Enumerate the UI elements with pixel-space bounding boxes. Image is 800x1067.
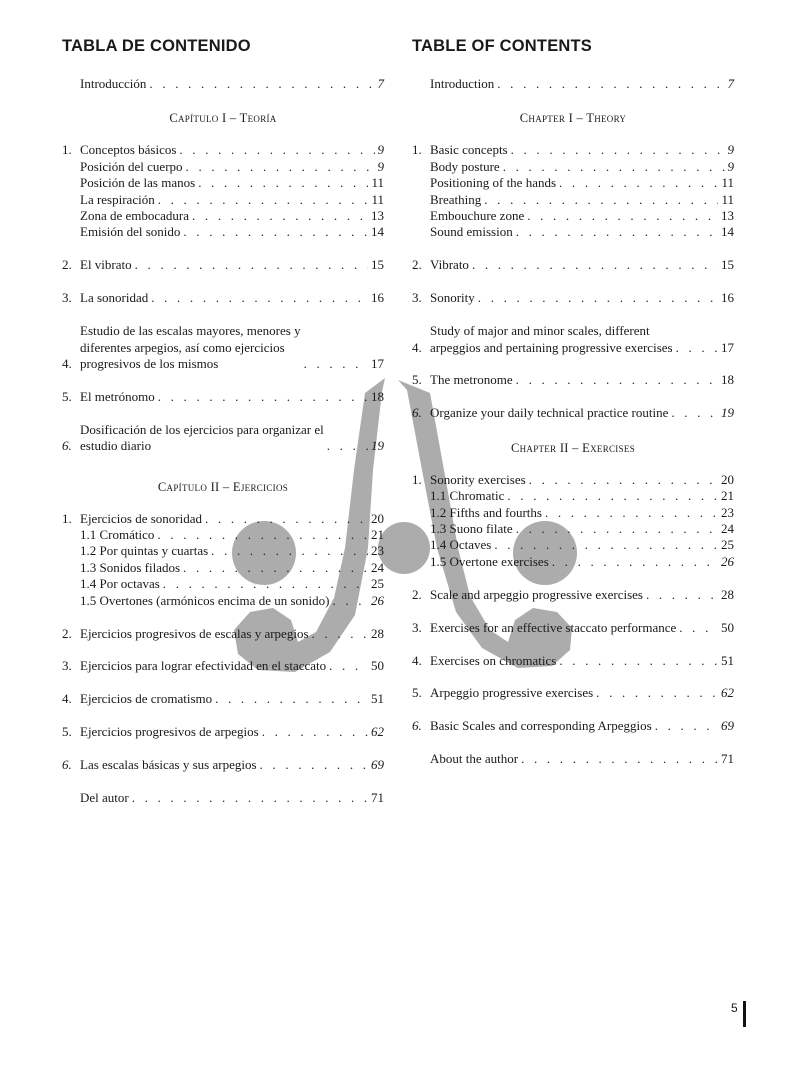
- toc-entry-title: 1.1 Cromático: [80, 527, 155, 542]
- toc-entry-number: 3.: [412, 290, 422, 306]
- toc-entry-title: Embouchure zone: [430, 208, 525, 224]
- dot-leader: [516, 224, 718, 240]
- dot-leader: [158, 192, 369, 208]
- toc-entry[interactable]: [412, 751, 734, 767]
- toc-entry-page: 69: [371, 757, 384, 773]
- dot-leader: [163, 576, 368, 592]
- dot-leader: [596, 685, 718, 701]
- toc-entry[interactable]: [62, 724, 384, 740]
- toc-entry-title: Breathing: [430, 191, 482, 207]
- toc-entry-title: La sonoridad: [80, 290, 149, 306]
- toc-entry[interactable]: [412, 537, 734, 553]
- toc-entry-number: 1.: [62, 142, 72, 158]
- toc-entry-number: 6.: [412, 405, 422, 421]
- toc-entry-title: 1.3 Sonidos filados: [80, 559, 181, 575]
- toc-entry-page: 23: [721, 504, 734, 520]
- toc-entry-title: Ejercicios de sonoridad: [80, 510, 203, 526]
- dot-leader: [157, 527, 368, 543]
- toc-entry[interactable]: [412, 505, 734, 521]
- dot-leader: [545, 505, 718, 521]
- toc-entry-page: 51: [371, 691, 384, 707]
- toc-entry-title: 1.4 Octaves: [430, 537, 492, 553]
- toc-entry[interactable]: [62, 576, 384, 592]
- toc-entry[interactable]: [62, 422, 384, 455]
- toc-entry[interactable]: [62, 290, 384, 306]
- toc-entry-page: 13: [721, 208, 734, 224]
- dot-leader: [478, 290, 718, 306]
- dot-leader: [186, 159, 375, 175]
- toc-entry-page: 9: [727, 158, 734, 174]
- toc-entry-number: 3.: [62, 290, 72, 306]
- toc-entry[interactable]: [412, 175, 734, 191]
- spanish-chapter-1-list: [62, 142, 384, 454]
- dot-leader: [516, 521, 718, 537]
- english-toc-title: TABLE OF CONTENTS: [412, 37, 593, 55]
- toc-entry-title: 1.2 Fifths and fourths: [430, 504, 542, 520]
- dot-leader: [192, 208, 368, 224]
- toc-entry-title: La respiración: [80, 191, 155, 207]
- toc-entry[interactable]: [62, 389, 384, 405]
- toc-entry-page: 71: [371, 790, 384, 806]
- toc-entry-page: 13: [371, 208, 384, 224]
- toc-entry[interactable]: [62, 159, 384, 175]
- toc-entry[interactable]: [62, 511, 384, 527]
- toc-entry-number: 4.: [62, 691, 72, 707]
- toc-entry-title: 1.3 Suono filate: [430, 521, 513, 536]
- toc-entry-page: 51: [721, 652, 734, 668]
- english-chapter-2-heading: Chapter II – Exercises: [510, 440, 636, 455]
- toc-entry-page: 18: [371, 388, 384, 404]
- dot-leader: [671, 405, 718, 421]
- toc-entry-page: 9: [727, 142, 734, 158]
- toc-entry-page: 62: [371, 724, 384, 740]
- toc-entry-page: 26: [371, 592, 384, 608]
- toc-entry-title: Basic Scales and corresponding Arpeggios: [430, 718, 652, 734]
- dot-leader: [472, 257, 718, 273]
- toc-entry-page: 20: [371, 510, 384, 526]
- toc-entry[interactable]: [412, 224, 734, 240]
- toc-entry-page: 11: [721, 175, 734, 191]
- toc-entry-number: 4.: [62, 355, 72, 371]
- toc-entry[interactable]: [412, 405, 734, 421]
- toc-entry[interactable]: [412, 488, 734, 504]
- toc-entry[interactable]: [62, 626, 384, 642]
- toc-entry[interactable]: [412, 192, 734, 208]
- toc-entry-title: Estudio de las escalas mayores, menores y diferentes arpegios, así como ejercicios progresivos de los mismos: [80, 323, 301, 371]
- toc-entry-number: 2.: [62, 257, 72, 273]
- dot-leader: [559, 653, 718, 669]
- toc-entry-number: 2.: [412, 586, 422, 602]
- toc-entry-title: Study of major and minor scales, different arpeggios and pertaining progressive exercises: [430, 323, 673, 355]
- toc-entry-number: 5.: [412, 372, 422, 388]
- toc-entry-title: Ejercicios progresivos de arpegios: [80, 724, 259, 740]
- toc-entry-number: 3.: [412, 619, 422, 635]
- toc-entry-page: 19: [721, 405, 734, 421]
- toc-entry-title: Organize your daily technical practice routine: [430, 405, 669, 421]
- dot-leader: [211, 543, 368, 559]
- dot-leader: [327, 438, 368, 454]
- english-introduction-entry[interactable]: [412, 76, 734, 92]
- toc-entry-title: Introducción: [80, 76, 147, 91]
- toc-entry-number: 4.: [412, 339, 422, 355]
- toc-entry-title: Ejercicios para lograr efectividad en el staccato: [80, 658, 327, 674]
- dot-leader: [516, 372, 718, 388]
- toc-entry-title: 1.2 Por quintas y cuartas: [80, 543, 209, 559]
- toc-entry-title: Ejercicios progresivos de escalas y arpegios: [80, 625, 309, 641]
- toc-entry[interactable]: [62, 543, 384, 559]
- toc-entry-number: 6.: [62, 757, 72, 773]
- toc-entry-page: 21: [721, 488, 734, 504]
- toc-entry[interactable]: [412, 653, 734, 669]
- toc-entry-title: Dosificación de los ejercicios para organizar el estudio diario: [80, 421, 324, 454]
- toc-entry[interactable]: [412, 290, 734, 306]
- toc-entry-page: 9: [377, 142, 384, 158]
- toc-entry-title: Posición del cuerpo: [80, 158, 183, 174]
- page-number: 5: [731, 1001, 738, 1015]
- toc-entry-title: Exercises on chromatics: [430, 652, 557, 668]
- dot-leader: [507, 488, 718, 504]
- toc-entry[interactable]: [62, 323, 384, 372]
- toc-entry-page: 28: [371, 625, 384, 641]
- toc-entry-page: 26: [721, 553, 734, 569]
- toc-entry-page: 24: [721, 521, 734, 536]
- dot-leader: [135, 257, 368, 273]
- toc-entry[interactable]: [412, 718, 734, 734]
- toc-entry[interactable]: [62, 757, 384, 773]
- dot-leader: [304, 356, 368, 372]
- toc-entry[interactable]: [62, 658, 384, 674]
- dot-leader: [503, 159, 725, 175]
- toc-entry-page: 50: [721, 619, 734, 635]
- toc-entry-number: 6.: [412, 718, 422, 734]
- toc-entry-title: Posición de las manos: [80, 175, 196, 191]
- toc-entry-number: 4.: [412, 652, 422, 668]
- toc-entry-title: Emisión del sonido: [80, 224, 181, 240]
- toc-entry-title: Scale and arpeggio progressive exercises: [430, 586, 643, 602]
- toc-entry-page: 21: [371, 527, 384, 542]
- toc-entry-title: The metronome: [430, 372, 513, 388]
- spanish-chapter-2-list: [62, 511, 384, 807]
- toc-entry-page: 11: [721, 191, 734, 207]
- page-number-bar: [743, 1001, 746, 1027]
- english-chapter-1-list: [412, 142, 734, 421]
- dot-leader: [158, 389, 368, 405]
- dot-leader: [183, 224, 368, 240]
- dot-leader: [484, 192, 718, 208]
- toc-entry[interactable]: [412, 521, 734, 537]
- spanish-chapter-2-heading: Capítulo II – Ejercicios: [157, 479, 289, 494]
- toc-entry-number: 2.: [62, 625, 72, 641]
- toc-entry[interactable]: [412, 587, 734, 603]
- toc-entry-title: Del autor: [80, 790, 129, 806]
- toc-entry-title: Basic concepts: [430, 142, 508, 158]
- toc-entry[interactable]: [412, 472, 734, 488]
- toc-entry-title: Positioning of the hands: [430, 175, 557, 191]
- toc-entry-page: 9: [377, 158, 384, 174]
- toc-entry-page: 16: [371, 290, 384, 306]
- dot-leader: [132, 790, 368, 806]
- toc-entry[interactable]: [62, 593, 384, 609]
- dot-leader: [527, 208, 718, 224]
- toc-entry[interactable]: [62, 527, 384, 543]
- toc-entry[interactable]: [62, 691, 384, 707]
- dot-leader: [205, 511, 368, 527]
- toc-entry-number: 1.: [412, 471, 422, 487]
- dot-leader: [260, 757, 368, 773]
- toc-entry-page: 11: [371, 175, 384, 191]
- toc-entry-page: 11: [371, 191, 384, 207]
- toc-entry-page: 7: [377, 76, 384, 91]
- dot-leader: [676, 340, 718, 356]
- toc-entry-number: 5.: [62, 724, 72, 740]
- toc-entry-number: 3.: [62, 658, 72, 674]
- toc-entry-title: Arpeggio progressive exercises: [430, 685, 594, 701]
- english-toc-column: [412, 36, 734, 768]
- dot-leader: [198, 175, 368, 191]
- toc-entry-page: 14: [371, 224, 384, 240]
- toc-entry-page: 15: [721, 257, 734, 273]
- toc-entry-page: 50: [371, 658, 384, 674]
- toc-entry-page: 7: [727, 76, 734, 91]
- toc-entry[interactable]: [62, 142, 384, 158]
- dot-leader: [183, 560, 368, 576]
- toc-entry-page: 24: [371, 559, 384, 575]
- spanish-chapter-1-heading: Capítulo I – Teoría: [169, 111, 277, 126]
- toc-entry-title: Zona de embocadura: [80, 208, 190, 224]
- toc-entry-number: 1.: [62, 510, 72, 526]
- toc-entry-title: Sonority: [430, 290, 475, 306]
- toc-entry[interactable]: [412, 372, 734, 388]
- toc-entry[interactable]: [412, 685, 734, 701]
- dot-leader: [655, 718, 718, 734]
- toc-entry-page: 14: [721, 224, 734, 240]
- toc-entry-title: El metrónomo: [80, 388, 155, 404]
- dot-leader: [329, 658, 368, 674]
- toc-entry-title: 1.4 Por octavas: [80, 576, 160, 592]
- dot-leader: [179, 142, 374, 158]
- toc-entry[interactable]: [412, 142, 734, 158]
- dot-leader: [552, 554, 718, 570]
- toc-entry-title: Ejercicios de cromatismo: [80, 691, 213, 707]
- toc-entry-page: 15: [371, 257, 384, 273]
- toc-entry[interactable]: [62, 175, 384, 191]
- toc-entry-page: 23: [371, 543, 384, 559]
- toc-entry[interactable]: [62, 790, 384, 806]
- toc-entry-number: 6.: [62, 438, 72, 454]
- toc-entry[interactable]: [412, 554, 734, 570]
- toc-entry-title: El vibrato: [80, 257, 132, 273]
- toc-entry[interactable]: [62, 192, 384, 208]
- dot-leader: [262, 724, 368, 740]
- toc-entry-title: Las escalas básicas y sus arpegios: [80, 757, 257, 773]
- dot-leader: [149, 76, 374, 92]
- toc-entry-page: 25: [721, 537, 734, 553]
- toc-entry-page: 18: [721, 372, 734, 388]
- dot-leader: [529, 472, 718, 488]
- toc-entry[interactable]: [62, 208, 384, 224]
- toc-entry[interactable]: [412, 257, 734, 273]
- toc-entry[interactable]: [412, 159, 734, 175]
- toc-entry-page: 69: [721, 718, 734, 734]
- spanish-toc-column: [62, 36, 384, 806]
- toc-entry-page: 71: [721, 751, 734, 767]
- toc-entry-number: 2.: [412, 257, 422, 273]
- toc-entry-page: 20: [721, 471, 734, 487]
- english-chapter-2-list: [412, 472, 734, 768]
- toc-entry-title: Exercises for an effective staccato performance: [430, 619, 677, 635]
- toc-entry-title: 1.5 Overtones (armónicos encima de un sonido): [80, 592, 330, 608]
- dot-leader: [215, 691, 368, 707]
- toc-entry-page: 62: [721, 685, 734, 701]
- spanish-toc-title: TABLA DE CONTENIDO: [62, 37, 251, 55]
- toc-entry-title: Vibrato: [430, 257, 469, 273]
- toc-entry-title: Sonority exercises: [430, 471, 526, 487]
- toc-entry-page: 28: [721, 586, 734, 602]
- toc-entry-page: 16: [721, 290, 734, 306]
- toc-entry-title: Body posture: [430, 158, 500, 174]
- toc-entry-page: 17: [721, 339, 734, 355]
- english-chapter-1-heading: Chapter I – Theory: [519, 111, 627, 126]
- toc-entry-title: Sound emission: [430, 224, 513, 240]
- toc-entry-title: 1.5 Overtone exercises: [430, 553, 549, 569]
- toc-entry-title: Conceptos básicos: [80, 142, 177, 158]
- dot-leader: [559, 175, 718, 191]
- toc-entry[interactable]: [62, 257, 384, 273]
- spanish-introduction-entry[interactable]: [62, 76, 384, 92]
- dot-leader: [679, 620, 718, 636]
- toc-entry[interactable]: [62, 560, 384, 576]
- dot-leader: [497, 76, 724, 92]
- toc-entry-title: 1.1 Chromatic: [430, 488, 505, 504]
- toc-entry-page: 19: [371, 438, 384, 454]
- toc-entry-number: 1.: [412, 142, 422, 158]
- toc-entry-page: 17: [371, 355, 384, 371]
- dot-leader: [151, 290, 368, 306]
- toc-entry[interactable]: [412, 323, 734, 356]
- dot-leader: [494, 537, 718, 553]
- toc-entry[interactable]: [412, 208, 734, 224]
- dot-leader: [646, 587, 718, 603]
- dot-leader: [521, 751, 718, 767]
- dot-leader: [511, 142, 725, 158]
- toc-entry-number: 5.: [412, 685, 422, 701]
- dot-leader: [332, 593, 368, 609]
- toc-entry[interactable]: [412, 620, 734, 636]
- toc-entry[interactable]: [62, 224, 384, 240]
- toc-entry-title: About the author: [430, 751, 519, 767]
- toc-entry-page: 25: [371, 576, 384, 592]
- toc-entry-title: Introduction: [430, 76, 495, 91]
- dot-leader: [312, 626, 368, 642]
- toc-entry-number: 5.: [62, 388, 72, 404]
